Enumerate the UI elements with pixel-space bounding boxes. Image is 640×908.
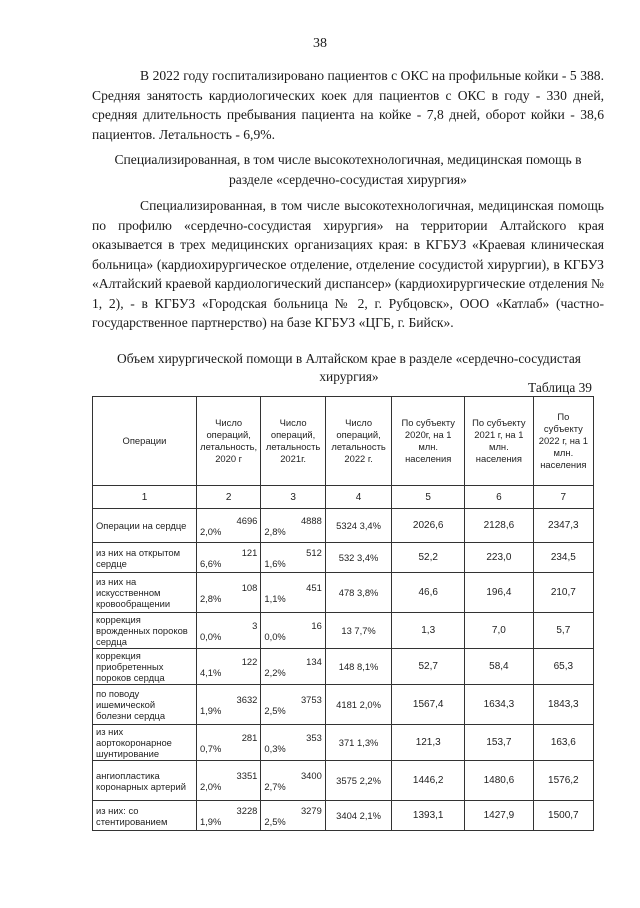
lethality-value: 1,9% (199, 704, 222, 716)
paragraph-acs-hospitalization: В 2022 году госпитализировано пациентов с ОКС на профильные койки - 5 388. Средняя занятость кардиологических коек для пациентов с ОКС в году - 330 дней, средняя длительность пребывания пациента на койке - 7,8 дней, оборот койки - 38,6 пациентов. Летальность - 6,9%. (92, 68, 604, 142)
ops-2022-cell: 3575 2,2% (325, 761, 392, 801)
section-heading: Специализированная, в том числе высокотехнологичная, медицинская помощь в разделе «сердечно-сосудистая хирургия» (114, 152, 582, 187)
operation-count: 3351 (236, 769, 258, 781)
per-million-2021-cell: 2128,6 (465, 509, 534, 543)
column-number: 4 (325, 486, 392, 509)
operation-count: 3 (252, 619, 258, 631)
operation-count: 3279 (300, 804, 322, 816)
operation-count: 3632 (236, 693, 258, 705)
operation-count: 122 (241, 655, 258, 667)
surgery-volume-table (92, 396, 594, 831)
operation-count: 16 (311, 619, 322, 631)
lethality-value: 0,3% (264, 742, 286, 754)
operation-count: 108 (241, 581, 258, 593)
header-per-million-2022: По субъекту 2022 г, на 1 млн. населения (533, 397, 593, 486)
per-million-2022-cell: 1843,3 (533, 685, 593, 725)
operation-name-cell: из них аортокоронарное шунтирование (93, 725, 197, 761)
header-ops-2021: Число операций, летальность 2021г. (261, 397, 325, 486)
operation-count: 3753 (300, 693, 322, 705)
table-title: Объем хирургической помощи в Алтайском крае в разделе «сердечно-сосудистая хирургия» (117, 351, 581, 384)
ops-2021-cell (261, 509, 325, 543)
per-million-2022-cell: 65,3 (533, 649, 593, 685)
ops-2022-cell: 5324 3,4% (325, 509, 392, 543)
per-million-2022-cell: 2347,3 (533, 509, 593, 543)
column-number: 7 (533, 486, 593, 509)
operation-name-cell: из них на искусственном кровообращении (93, 573, 197, 613)
ops-2022-cell: 3404 2,1% (325, 801, 392, 831)
table-row (93, 573, 594, 613)
lethality-value: 0,0% (199, 630, 222, 642)
ops-2020-cell (196, 573, 260, 613)
ops-2020-cell (196, 725, 260, 761)
table-header-row (93, 397, 594, 486)
table-row (93, 725, 594, 761)
per-million-2020-cell: 2026,6 (392, 509, 465, 543)
ops-2021-cell (261, 685, 325, 725)
table-row (93, 543, 594, 573)
ops-2020-cell (196, 685, 260, 725)
header-per-million-2020: По субъекту 2020г, на 1 млн. населения (392, 397, 465, 486)
header-ops-2020: Число операций, летальность, 2020 г (196, 397, 260, 486)
per-million-2022-cell: 163,6 (533, 725, 593, 761)
operation-count: 4888 (300, 514, 322, 526)
operation-count: 4696 (236, 514, 258, 526)
operation-name-cell: по поводу ишемической болезни сердца (93, 685, 197, 725)
operation-name-cell: коррекция приобретенных пороков сердца (93, 649, 197, 685)
ops-2020-cell (196, 801, 260, 831)
header-operations: Операции (93, 397, 197, 486)
table-row (93, 649, 594, 685)
operation-count: 3400 (300, 769, 322, 781)
column-number: 5 (392, 486, 465, 509)
table-row (93, 509, 594, 543)
ops-2021-cell (261, 543, 325, 573)
lethality-value: 2,5% (264, 704, 286, 716)
per-million-2021-cell: 153,7 (465, 725, 534, 761)
column-number: 2 (196, 486, 260, 509)
ops-2022-cell: 532 3,4% (325, 543, 392, 573)
per-million-2021-cell: 223,0 (465, 543, 534, 573)
operation-name-cell: из них на открытом сердце (93, 543, 197, 573)
table-label: Таблица 39 (528, 380, 592, 395)
operation-count: 281 (241, 731, 258, 743)
per-million-2022-cell: 210,7 (533, 573, 593, 613)
per-million-2021-cell: 58,4 (465, 649, 534, 685)
table-row (93, 613, 594, 649)
ops-2020-cell (196, 649, 260, 685)
lethality-value: 6,6% (199, 557, 222, 569)
operation-name-cell: из них: со стентированием (93, 801, 197, 831)
lethality-value: 2,5% (264, 815, 286, 827)
ops-2021-cell (261, 761, 325, 801)
lethality-value: 2,0% (199, 525, 222, 537)
per-million-2020-cell: 1393,1 (392, 801, 465, 831)
ops-2020-cell (196, 761, 260, 801)
operation-name-cell: коррекция врожденных пороков сердца (93, 613, 197, 649)
column-number: 3 (261, 486, 325, 509)
paragraph-cardiovascular-surgery: Специализированная, в том числе высокотехнологичная, медицинская помощь по профилю «сердечно-сосудистая хирургия» на территории Алтайского края оказывается в трех медицинских организациях края: в КГБУЗ «Краевая клиническая больница» (кардиохирургическое отделение, отделение сосудистой хирургии), в КГБУЗ «Алтайский краевой кардиологический диспансер» (кардиохирургические отделения № 1, 2), - в КГБУЗ «Городская больница № 2, г. Рубцовск», ООО «Катлаб» (частно-государственное партнерство) на базе КГБУЗ «ЦГБ, г. Бийск». (92, 198, 605, 330)
per-million-2021-cell: 1634,3 (465, 685, 534, 725)
ops-2021-cell (261, 801, 325, 831)
operation-count: 121 (241, 546, 258, 558)
per-million-2020-cell: 121,3 (392, 725, 465, 761)
lethality-value: 2,8% (199, 592, 222, 604)
ops-2022-cell: 148 8,1% (325, 649, 392, 685)
ops-2022-cell: 478 3,8% (325, 573, 392, 613)
per-million-2020-cell: 52,7 (392, 649, 465, 685)
per-million-2022-cell: 234,5 (533, 543, 593, 573)
per-million-2022-cell: 1500,7 (533, 801, 593, 831)
column-number-row (93, 486, 594, 509)
header-ops-2022: Число операций, летальность 2022 г. (325, 397, 392, 486)
per-million-2022-cell: 1576,2 (533, 761, 593, 801)
operation-count: 451 (306, 581, 322, 593)
table-row (93, 685, 594, 725)
ops-2020-cell (196, 543, 260, 573)
lethality-value: 2,2% (264, 666, 286, 678)
ops-2021-cell (261, 613, 325, 649)
per-million-2021-cell: 7,0 (465, 613, 534, 649)
lethality-value: 2,7% (264, 780, 286, 792)
per-million-2021-cell: 1427,9 (465, 801, 534, 831)
ops-2020-cell (196, 613, 260, 649)
ops-2022-cell: 371 1,3% (325, 725, 392, 761)
lethality-value: 4,1% (199, 666, 222, 678)
ops-2022-cell: 13 7,7% (325, 613, 392, 649)
operation-count: 3228 (236, 804, 258, 816)
lethality-value: 1,9% (199, 815, 222, 827)
per-million-2020-cell: 1,3 (392, 613, 465, 649)
lethality-value: 1,6% (264, 557, 286, 569)
per-million-2020-cell: 46,6 (392, 573, 465, 613)
table-row (93, 761, 594, 801)
per-million-2021-cell: 196,4 (465, 573, 534, 613)
operation-count: 353 (306, 731, 322, 743)
ops-2020-cell (196, 509, 260, 543)
operation-count: 512 (306, 546, 322, 558)
table-row (93, 801, 594, 831)
ops-2021-cell (261, 725, 325, 761)
per-million-2020-cell: 1446,2 (392, 761, 465, 801)
operation-count: 134 (306, 655, 322, 667)
ops-2021-cell (261, 649, 325, 685)
lethality-value: 2,8% (264, 525, 286, 537)
lethality-value: 2,0% (199, 780, 222, 792)
per-million-2022-cell: 5,7 (533, 613, 593, 649)
lethality-value: 0,7% (199, 742, 222, 754)
operation-name-cell: ангиопластика коронарных артерий (93, 761, 197, 801)
per-million-2020-cell: 52,2 (392, 543, 465, 573)
page-number: 38 (313, 36, 327, 51)
ops-2021-cell (261, 573, 325, 613)
header-per-million-2021: По субъекту 2021 г, на 1 млн. населения (465, 397, 534, 486)
column-number: 1 (93, 486, 197, 509)
operation-name-cell: Операции на сердце (93, 509, 197, 543)
ops-2022-cell: 4181 2,0% (325, 685, 392, 725)
lethality-value: 1,1% (264, 592, 286, 604)
column-number: 6 (465, 486, 534, 509)
lethality-value: 0,0% (264, 630, 286, 642)
per-million-2020-cell: 1567,4 (392, 685, 465, 725)
per-million-2021-cell: 1480,6 (465, 761, 534, 801)
